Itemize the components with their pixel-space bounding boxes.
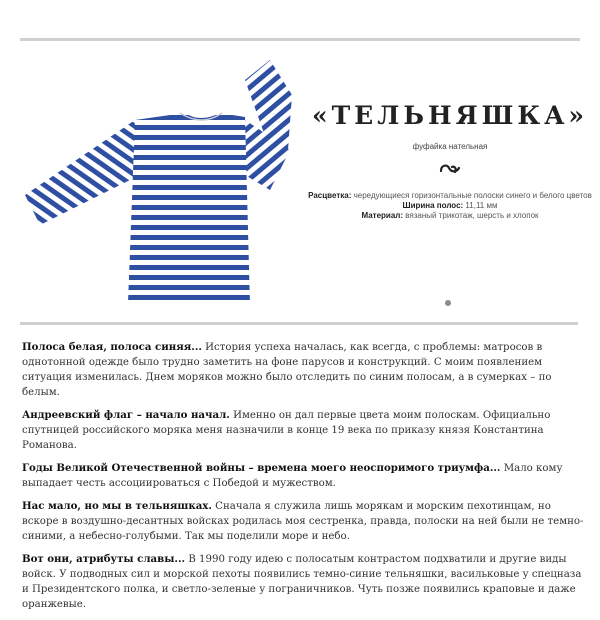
product-specs — [300, 191, 600, 221]
spec-color: Расцветка: чередующиеся горизонтальные полоски синего и белого цветов — [308, 191, 592, 200]
striped-shirt-image — [20, 55, 330, 310]
top-divider — [20, 38, 580, 41]
product-subtitle: фуфайка нательная — [412, 142, 488, 151]
paragraph: Годы Великой Отечественной войны – времена моего неоспоримого триумфа... Мало кому выпадает честь ассоциироваться с Победой и мужеством. — [22, 462, 563, 489]
paragraph: Вот они, атрибуты славы... В 1990 году идею с полосатым контрастом подхватили и другие виды войск. У подводных сил и морской пехоты появились темно-синие тельняшки, васильковые у спецназа и Президентского полка, и светло-зеленые у пограничников. Чуть позже появились краповые и даже оранжевые. — [22, 553, 582, 610]
product-info — [300, 100, 600, 221]
paragraph: Андреевский флаг – начало начал. Именно он дал первые цвета моим полоскам. Официально спутницей российского моряка меня назначили в конце 19 века по приказу князя Константина Романова. — [22, 409, 551, 451]
paragraph: Нас мало, но мы в тельняшках. Сначала я служила лишь морякам и морским пехотинцам, но вскоре в воздушно-десантных войсках родилась моя сестренка, правда, полоски на ней были не темно-синими, а небесно-голубыми. Так мы поделили море и небо. — [22, 500, 584, 542]
paragraph: Полоса белая, полоса синяя... История успеха началась, как всегда, с проблемы: матросов в однотонной одежде было трудно заметить на фоне парусов и конструкций. С моим появлением ситуация изменилась. Днем моряков можно было отследить по синим полосам, а в сумерках – по белым. — [22, 341, 552, 398]
product-title: «ТЕЛЬНЯШКА» — [311, 101, 589, 130]
spec-stripe-width: Ширина полос: 11,11 мм — [402, 201, 498, 210]
flourish-ornament-icon — [300, 163, 600, 177]
bottom-divider — [20, 322, 578, 325]
spec-material: Материал: вязаный трикотаж, шерсть и хлопок — [361, 211, 539, 220]
carousel-dot[interactable] — [445, 300, 451, 306]
article-body — [22, 340, 587, 620]
